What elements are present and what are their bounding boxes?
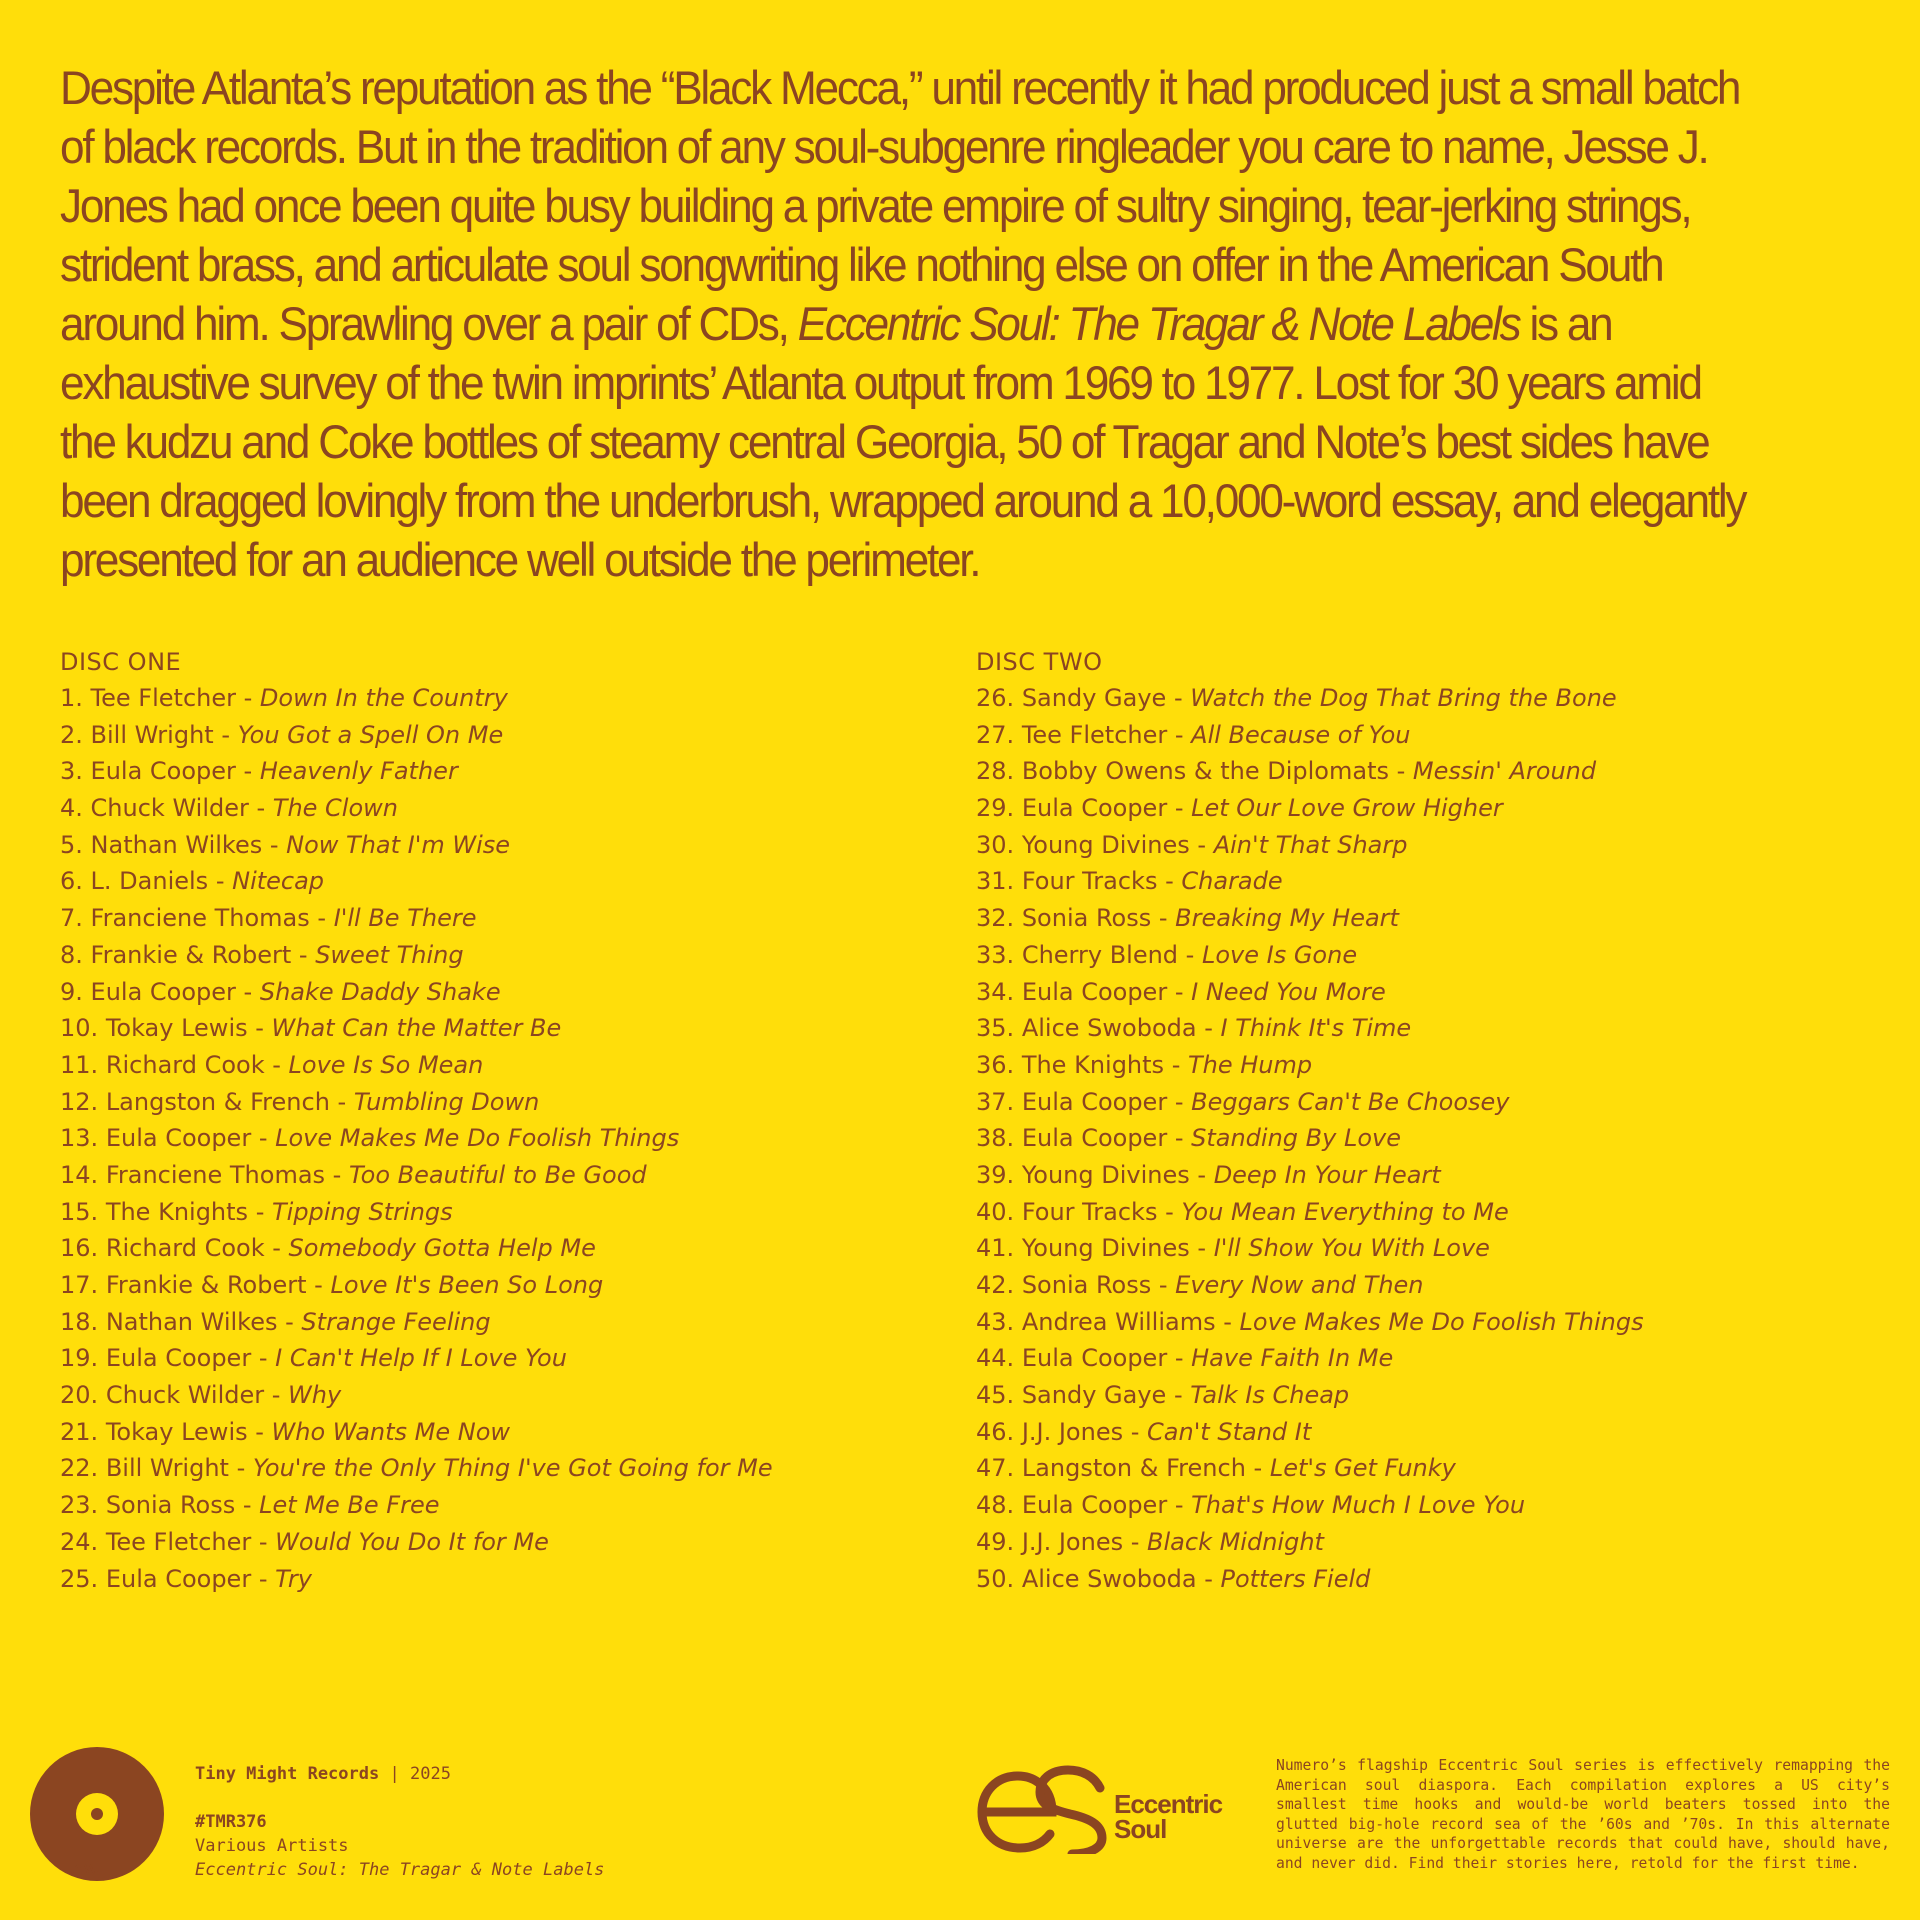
track-artist: Four Tracks <box>1021 1197 1158 1226</box>
track-title: You Got a Spell On Me <box>237 720 504 749</box>
track-title: Love It's Been So Long <box>330 1271 604 1299</box>
track-row: 43. Andrea Williams - Love Makes Me Do Foolish Things <box>976 1307 1644 1336</box>
track-row: 38. Eula Cooper - Standing By Love <box>976 1124 1401 1153</box>
track-title: Have Faith In Me <box>1191 1344 1394 1373</box>
track-artist: Franciene Thomas <box>105 1160 326 1189</box>
track-title: I Think It's Time <box>1220 1014 1412 1043</box>
track-title: Let Me Be Free <box>259 1491 440 1520</box>
track-row: 41. Young Divines - I'll Show You With Love <box>976 1234 1490 1263</box>
track-number: 9. <box>60 977 83 1006</box>
track-artist: Richard Cook <box>105 1050 265 1079</box>
track-number: 48. <box>976 1491 1015 1520</box>
track-number: 22. <box>60 1454 99 1483</box>
track-artist: Eula Cooper <box>105 1344 252 1373</box>
track-number: 15. <box>60 1197 99 1226</box>
track-row: 42. Sonia Ross - Every Now and Then <box>976 1271 1424 1299</box>
track-number: 32. <box>976 904 1015 933</box>
track-row: 47. Langston & French - Let's Get Funky <box>976 1454 1456 1483</box>
track-row: 18. Nathan Wilkes - Strange Feeling <box>60 1307 491 1336</box>
track-number: 21. <box>60 1417 99 1446</box>
track-artist: Sandy Gaye <box>1021 1381 1167 1410</box>
track-number: 33. <box>976 940 1015 969</box>
disc-one-heading: DISC ONE <box>60 648 182 676</box>
track-artist: Bobby Owens & the Diplomats <box>1021 757 1389 786</box>
track-artist: Nathan Wilkes <box>105 1307 278 1336</box>
track-title: Beggars Can't Be Choosey <box>1191 1087 1510 1116</box>
track-row: 20. Chuck Wilder - Why <box>60 1381 342 1410</box>
track-artist: Langston & French <box>105 1087 330 1116</box>
track-artist: J.J. Jones <box>1021 1417 1124 1446</box>
track-artist: The Knights <box>105 1197 249 1226</box>
track-artist: Sonia Ross <box>1021 1271 1152 1299</box>
disc-two-heading: DISC TWO <box>976 648 1103 676</box>
track-number: 42. <box>976 1271 1015 1299</box>
track-artist: Eula Cooper <box>105 1124 252 1153</box>
track-row: 30. Young Divines - Ain't That Sharp <box>976 830 1408 859</box>
track-number: 44. <box>976 1344 1015 1373</box>
track-row: 32. Sonia Ross - Breaking My Heart <box>976 904 1399 933</box>
track-title: The Hump <box>1187 1050 1313 1079</box>
track-artist: Young Divines <box>1021 830 1190 859</box>
track-title: Standing By Love <box>1191 1124 1401 1153</box>
track-row: 45. Sandy Gaye - Talk Is Cheap <box>976 1381 1350 1410</box>
track-number: 40. <box>976 1197 1015 1226</box>
track-artist: Eula Cooper <box>90 757 236 786</box>
track-title: Too Beautiful to Be Good <box>348 1160 647 1189</box>
track-row: 3. Eula Cooper - Heavenly Father <box>60 757 458 786</box>
track-row: 6. L. Daniels - Nitecap <box>60 867 325 896</box>
track-title: Love Makes Me Do Foolish Things <box>1239 1307 1644 1336</box>
track-row: 35. Alice Swoboda - I Think It's Time <box>976 1014 1412 1043</box>
track-row: 25. Eula Cooper - Try <box>60 1564 312 1593</box>
track-number: 41. <box>976 1234 1015 1263</box>
track-artist: L. Daniels <box>90 867 209 896</box>
track-number: 12. <box>60 1087 99 1116</box>
track-row: 26. Sandy Gaye - Watch the Dog That Bring the Bone <box>976 684 1617 712</box>
track-title: Somebody Gotta Help Me <box>288 1234 596 1263</box>
track-title: Love Makes Me Do Foolish Things <box>275 1124 680 1153</box>
track-row: 16. Richard Cook - Somebody Gotta Help Me <box>60 1234 596 1263</box>
track-artist: Alice Swoboda <box>1021 1564 1197 1593</box>
track-number: 17. <box>60 1271 99 1299</box>
track-title: Every Now and Then <box>1175 1271 1424 1299</box>
track-number: 19. <box>60 1344 99 1373</box>
track-row: 36. The Knights - The Hump <box>976 1050 1313 1079</box>
track-number: 20. <box>60 1381 99 1410</box>
track-artist: Tee Fletcher <box>90 684 236 712</box>
track-artist: Eula Cooper <box>1021 977 1168 1006</box>
disc-one-tracklist <box>60 644 940 1597</box>
track-title: You're the Only Thing I've Got Going for Me <box>252 1454 773 1483</box>
track-row: 33. Cherry Blend - Love Is Gone <box>976 940 1358 969</box>
track-title: Tumbling Down <box>353 1087 540 1116</box>
track-artist: Chuck Wilder <box>90 794 249 823</box>
track-row: 28. Bobby Owens & the Diplomats - Messin' Around <box>976 757 1597 786</box>
track-row: 11. Richard Cook - Love Is So Mean <box>60 1050 484 1079</box>
track-number: 50. <box>976 1564 1015 1593</box>
track-row: 4. Chuck Wilder - The Clown <box>60 794 398 823</box>
track-artist: Eula Cooper <box>1021 794 1168 823</box>
track-artist: Nathan Wilkes <box>90 830 263 859</box>
track-row: 12. Langston & French - Tumbling Down <box>60 1087 540 1116</box>
track-artist: Tokay Lewis <box>105 1014 248 1043</box>
track-row: 49. J.J. Jones - Black Midnight <box>976 1527 1324 1556</box>
track-title: Love Is Gone <box>1201 940 1358 969</box>
track-artist: Young Divines <box>1021 1234 1190 1263</box>
track-row: 2. Bill Wright - You Got a Spell On Me <box>60 720 504 749</box>
intro-text-end: is an exhaustive survey of the twin imprints’ Atlanta output from 1969 to 1977. Lost for 30 years amid the kudzu and Coke bottles of steamy central Georgia, 50 of Tragar and Note’s best sides have been dragged lovingly from the underbrush, wrapped around a 10,000-word essay, and elegantly presented for an audience well outside the perimeter. <box>60 297 1746 586</box>
track-number: 28. <box>976 757 1015 786</box>
track-row: 15. The Knights - Tipping Strings <box>60 1197 453 1226</box>
track-title: I'll Be There <box>333 904 477 933</box>
track-title: Charade <box>1181 867 1283 896</box>
track-artist: Eula Cooper <box>1021 1491 1168 1520</box>
track-number: 2. <box>60 720 83 749</box>
record-disc-icon <box>30 1747 164 1881</box>
track-artist: Franciene Thomas <box>90 904 310 933</box>
track-title: Who Wants Me Now <box>271 1417 511 1446</box>
intro-text-start: Despite Atlanta’s reputation as the “Black Mecca,” until recently it had produced just a small batch of black records. But in the tradition of any soul-subgenre ringleader you care to name, Jesse J. Jones had once been quite busy building a private empire of sultry singing, tear-jerking strings, strident brass, and articulate soul songwriting like nothing else on offer in the American South around him. Sprawling over a pair of CDs, <box>60 61 1740 350</box>
intro-album-title: Eccentric Soul: The Tragar & Note Labels <box>797 297 1520 350</box>
track-row: 23. Sonia Ross - Let Me Be Free <box>60 1491 440 1520</box>
track-number: 45. <box>976 1381 1015 1410</box>
logo-line-1: Eccentric <box>1114 1789 1223 1819</box>
track-title: Heavenly Father <box>259 757 458 786</box>
track-artist: Sandy Gaye <box>1021 684 1167 712</box>
track-number: 5. <box>60 830 83 859</box>
track-artist: Cherry Blend <box>1021 940 1179 969</box>
track-number: 1. <box>60 684 83 712</box>
track-title: Try <box>275 1564 312 1593</box>
track-title: Breaking My Heart <box>1175 904 1399 933</box>
track-artist: Frankie & Robert <box>105 1271 307 1299</box>
track-title: Tipping Strings <box>271 1197 453 1226</box>
release-album: Eccentric Soul: The Tragar & Note Labels <box>195 1860 605 1880</box>
track-artist: Eula Cooper <box>1021 1124 1168 1153</box>
track-title: Watch the Dog That Bring the Bone <box>1190 684 1617 712</box>
track-row: 48. Eula Cooper - That's How Much I Love You <box>976 1491 1526 1520</box>
track-row: 19. Eula Cooper - I Can't Help If I Love You <box>60 1344 567 1373</box>
track-title: Let Our Love Grow Higher <box>1191 794 1503 823</box>
disc-two-tracklist <box>976 644 1856 1597</box>
track-number: 30. <box>976 830 1015 859</box>
track-row: 17. Frankie & Robert - Love It's Been So Long <box>60 1271 604 1299</box>
track-title: Potters Field <box>1220 1564 1371 1593</box>
track-artist: Tee Fletcher <box>105 1527 252 1556</box>
track-number: 25. <box>60 1564 99 1593</box>
track-artist: Sonia Ross <box>105 1491 236 1520</box>
track-number: 29. <box>976 794 1015 823</box>
track-row: 7. Franciene Thomas - I'll Be There <box>60 904 477 933</box>
track-artist: Tokay Lewis <box>105 1417 248 1446</box>
track-title: What Can the Matter Be <box>271 1014 562 1043</box>
track-number: 34. <box>976 977 1015 1006</box>
track-title: All Because of You <box>1191 720 1411 749</box>
track-number: 13. <box>60 1124 99 1153</box>
track-title: Strange Feeling <box>301 1307 491 1336</box>
track-number: 49. <box>976 1527 1015 1556</box>
track-row: 50. Alice Swoboda - Potters Field <box>976 1564 1371 1593</box>
track-artist: Langston & French <box>1021 1454 1246 1483</box>
track-title: Nitecap <box>232 867 325 896</box>
track-row: 21. Tokay Lewis - Who Wants Me Now <box>60 1417 511 1446</box>
track-artist: Eula Cooper <box>1021 1344 1168 1373</box>
track-title: Deep In Your Heart <box>1213 1160 1441 1189</box>
track-number: 6. <box>60 867 83 896</box>
track-row: 8. Frankie & Robert - Sweet Thing <box>60 940 464 969</box>
track-number: 39. <box>976 1160 1015 1189</box>
track-row: 27. Tee Fletcher - All Because of You <box>976 720 1411 749</box>
track-artist: Bill Wright <box>105 1454 229 1483</box>
track-title: Shake Daddy Shake <box>259 977 501 1006</box>
label-info <box>195 1762 604 1882</box>
release-artist: Various Artists <box>195 1836 349 1856</box>
track-number: 3. <box>60 757 83 786</box>
track-number: 47. <box>976 1454 1015 1483</box>
eccentric-soul-wordmark <box>1114 1789 1223 1844</box>
track-row: 31. Four Tracks - Charade <box>976 867 1283 896</box>
label-name: Tiny Might Records <box>195 1764 380 1784</box>
track-title: Love Is So Mean <box>288 1050 484 1079</box>
track-row: 29. Eula Cooper - Let Our Love Grow Higher <box>976 794 1503 823</box>
track-artist: Frankie & Robert <box>90 940 292 969</box>
track-title: Why <box>288 1381 342 1410</box>
track-title: That's How Much I Love You <box>1191 1491 1526 1520</box>
track-number: 26. <box>976 684 1015 712</box>
series-blurb: Numero’s flagship Eccentric Soul series is effectively remapping the American soul diaspora. Each compilation explores a US city’s smallest time hooks and would-be world beaters tossed into the glutted big-hole record sea of the ’60s and ’70s. In this alternate universe are the unforgettable records that could have, should have, and never did. Find their stories here, retold for the first time. <box>1276 1757 1890 1872</box>
track-artist: Andrea Williams <box>1021 1307 1216 1336</box>
track-number: 46. <box>976 1417 1015 1446</box>
release-year: 2025 <box>409 1764 451 1784</box>
track-artist: Young Divines <box>1021 1160 1190 1189</box>
track-number: 8. <box>60 940 83 969</box>
track-number: 23. <box>60 1491 99 1520</box>
track-artist: Bill Wright <box>90 720 214 749</box>
track-artist: Alice Swoboda <box>1021 1014 1197 1043</box>
track-title: You Mean Everything to Me <box>1181 1197 1509 1226</box>
track-number: 37. <box>976 1087 1015 1116</box>
track-row: 1. Tee Fletcher - Down In the Country <box>60 684 508 712</box>
track-number: 27. <box>976 720 1015 749</box>
track-title: I'll Show You With Love <box>1213 1234 1490 1263</box>
track-artist: Eula Cooper <box>1021 1087 1168 1116</box>
track-row: 13. Eula Cooper - Love Makes Me Do Foolish Things <box>60 1124 680 1153</box>
track-artist: Sonia Ross <box>1021 904 1152 933</box>
track-title: Down In the Country <box>259 684 508 712</box>
intro-paragraph <box>60 58 1752 589</box>
track-artist: J.J. Jones <box>1021 1527 1124 1556</box>
track-number: 36. <box>976 1050 1015 1079</box>
track-row: 24. Tee Fletcher - Would You Do It for Me <box>60 1527 549 1556</box>
track-number: 24. <box>60 1527 99 1556</box>
track-row: 9. Eula Cooper - Shake Daddy Shake <box>60 977 501 1006</box>
track-number: 38. <box>976 1124 1015 1153</box>
track-artist: Eula Cooper <box>90 977 236 1006</box>
track-title: Ain't That Sharp <box>1213 830 1408 859</box>
track-title: Let's Get Funky <box>1269 1454 1456 1483</box>
track-artist: Richard Cook <box>105 1234 265 1263</box>
track-row: 46. J.J. Jones - Can't Stand It <box>976 1417 1312 1446</box>
track-title: Sweet Thing <box>315 940 464 969</box>
track-artist: Tee Fletcher <box>1021 720 1168 749</box>
track-title: Can't Stand It <box>1147 1417 1312 1446</box>
track-title: Messin' Around <box>1412 757 1597 786</box>
track-number: 16. <box>60 1234 99 1263</box>
track-number: 11. <box>60 1050 99 1079</box>
track-title: The Clown <box>272 794 398 823</box>
track-row: 39. Young Divines - Deep In Your Heart <box>976 1160 1441 1189</box>
disc-one-tracks <box>60 680 940 1597</box>
track-title: I Need You More <box>1191 977 1386 1006</box>
catalog-number: #TMR376 <box>195 1812 267 1832</box>
track-row: 40. Four Tracks - You Mean Everything to Me <box>976 1197 1509 1226</box>
disc-two-tracks <box>976 680 1856 1597</box>
track-title: Now That I'm Wise <box>286 830 511 859</box>
track-number: 18. <box>60 1307 99 1336</box>
track-row: 5. Nathan Wilkes - Now That I'm Wise <box>60 830 511 859</box>
track-number: 43. <box>976 1307 1015 1336</box>
track-number: 10. <box>60 1014 99 1043</box>
track-number: 7. <box>60 904 83 933</box>
track-number: 35. <box>976 1014 1015 1043</box>
track-row: 14. Franciene Thomas - Too Beautiful to Be Good <box>60 1160 647 1189</box>
track-row: 34. Eula Cooper - I Need You More <box>976 977 1386 1006</box>
track-number: 4. <box>60 794 83 823</box>
track-artist: Chuck Wilder <box>105 1381 265 1410</box>
logo-line-2: Soul <box>1114 1814 1167 1844</box>
track-title: Black Midnight <box>1147 1527 1324 1556</box>
track-number: 31. <box>976 867 1015 896</box>
track-artist: The Knights <box>1021 1050 1165 1079</box>
track-title: I Can't Help If I Love You <box>275 1344 567 1373</box>
track-title: Talk Is Cheap <box>1190 1381 1350 1410</box>
track-row: 37. Eula Cooper - Beggars Can't Be Choosey <box>976 1087 1510 1116</box>
track-row: 44. Eula Cooper - Have Faith In Me <box>976 1344 1394 1373</box>
track-artist: Eula Cooper <box>105 1564 252 1593</box>
track-row: 10. Tokay Lewis - What Can the Matter Be <box>60 1014 562 1043</box>
track-artist: Four Tracks <box>1021 867 1158 896</box>
track-number: 14. <box>60 1160 99 1189</box>
label-separator: | <box>389 1764 400 1784</box>
track-row: 22. Bill Wright - You're the Only Thing I've Got Going for Me <box>60 1454 773 1483</box>
track-title: Would You Do It for Me <box>275 1527 549 1556</box>
